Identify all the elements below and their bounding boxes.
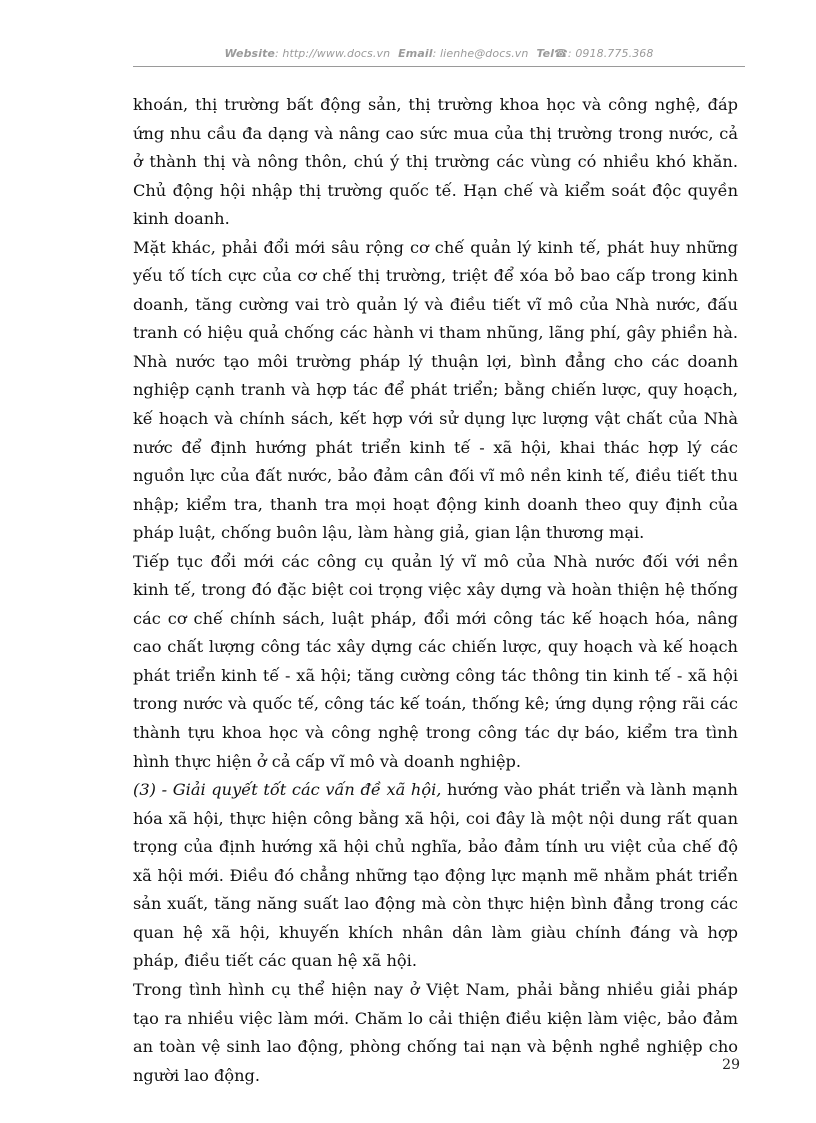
section-3-text: hướng vào phát triển và lành mạnh hóa xã hội, thực hiện công bằng xã hội, coi đây là một nội dung rất quan trọng của định hướng xã hội chủ nghĩa, bảo đảm tính ưu việt của chế độ xã hội mới. Điều đó chẳng những tạo động lực mạnh mẽ nhằm phát triển sản xuất, tăng năng suất lao động mà còn thực hiện bình đẳng trong các quan hệ xã hội, khuyến khích nhân dân làm giàu chính đáng và hợp pháp, điều tiết các quan hệ xã hội. — [133, 780, 738, 971]
page-header — [133, 47, 745, 60]
section-3-paragraph — [133, 776, 738, 976]
website-label: Website — [224, 47, 275, 60]
paragraph: Mặt khác, phải đổi mới sâu rộng cơ chế quản lý kinh tế, phát huy những yếu tố tích cực của cơ chế thị trường, triệt để xóa bỏ bao cấp trong kinh doanh, tăng cường vai trò quản lý và điều tiết vĩ mô của Nhà nước, đấu tranh có hiệu quả chống các hành vi tham nhũng, lãng phí, gây phiền hà. Nhà nước tạo môi trường pháp lý thuận lợi, bình đẳng cho các doanh nghiệp cạnh tranh và hợp tác để phát triển; bằng chiến lược, quy hoạch, kế hoạch và chính sách, kết hợp với sử dụng lực lượng vật chất của Nhà nước để định hướng phát triển kinh tế - xã hội, khai thác hợp lý các nguồn lực của đất nước, bảo đảm cân đối vĩ mô nền kinh tế, điều tiết thu nhập; kiểm tra, thanh tra mọi hoạt động kinh doanh theo quy định của pháp luật, chống buôn lậu, làm hàng giả, gian lận thương mại. — [133, 237, 738, 543]
header-divider — [133, 66, 745, 67]
tel-value: ☎: 0918.775.368 — [554, 47, 654, 60]
tel-label: Tel — [536, 47, 555, 60]
document-body — [133, 91, 738, 1090]
website-url: : http://www.docs.vn — [275, 47, 391, 60]
section-3-heading: (3) - Giải quyết tốt các vấn đề xã hội, — [133, 780, 442, 800]
email-value: : lienhe@docs.vn — [432, 47, 529, 60]
paragraph: khoán, thị trường bất động sản, thị trường khoa học và công nghệ, đáp ứng nhu cầu đa dạng và nâng cao sức mua của thị trường trong nước, cả ở thành thị và nông thôn, chú ý thị trường các vùng có nhiều khó khăn. Chủ động hội nhập thị trường quốc tế. Hạn chế và kiểm soát độc quyền kinh doanh. — [133, 95, 738, 229]
page-number: 29 — [722, 1057, 740, 1073]
email-label: Email — [398, 47, 433, 60]
paragraph: Trong tình hình cụ thể hiện nay ở Việt Nam, phải bằng nhiều giải pháp tạo ra nhiều việc làm mới. Chăm lo cải thiện điều kiện làm việc, bảo đảm an toàn vệ sinh lao động, phòng chống tai nạn và bệnh nghề nghiệp cho người lao động. — [133, 979, 738, 1085]
paragraph: Tiếp tục đổi mới các công cụ quản lý vĩ mô của Nhà nước đối với nền kinh tế, trong đó đặc biệt coi trọng việc xây dựng và hoàn thiện hệ thống các cơ chế chính sách, luật pháp, đổi mới công tác kế hoạch hóa, nâng cao chất lượng công tác xây dựng các chiến lược, quy hoạch và kế hoạch phát triển kinh tế - xã hội; tăng cường công tác thông tin kinh tế - xã hội trong nước và quốc tế, công tác kế toán, thống kê; ứng dụng rộng rãi các thành tựu khoa học và công nghệ trong công tác dự báo, kiểm tra tình hình thực hiện ở cả cấp vĩ mô và doanh nghiệp. — [133, 551, 738, 771]
